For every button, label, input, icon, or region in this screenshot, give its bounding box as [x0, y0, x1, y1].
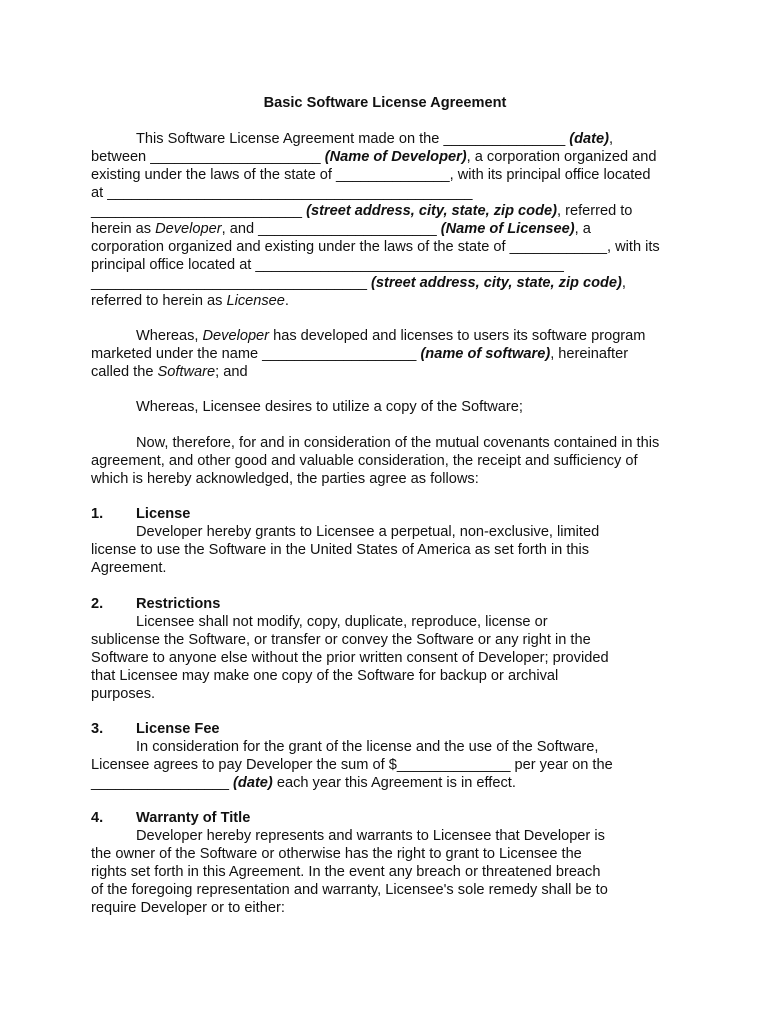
document-title: Basic Software License Agreement: [263, 95, 507, 111]
intro-line-7: corporation organized and existing under the laws of the state of ____________, with its: [91, 239, 660, 255]
section-4-number: 4.: [91, 810, 104, 826]
section-2-line-5: purposes.: [91, 686, 156, 702]
section-2-line-4: that Licensee may make one copy of the Software for backup or archival: [91, 668, 559, 684]
intro-line-1: This Software License Agreement made on the _______________ (date),: [136, 131, 614, 147]
section-1-line-3: Agreement.: [91, 560, 167, 576]
section-3-line-3: _________________ (date) each year this Agreement is in effect.: [91, 775, 516, 791]
section-4-line-3: rights set forth in this Agreement. In the event any breach or threatened breach: [91, 864, 601, 880]
section-1-line-1: Developer hereby grants to Licensee a perpetual, non-exclusive, limited: [136, 524, 600, 540]
section-3-line-2: Licensee agrees to pay Developer the sum of $______________ per year on the: [91, 757, 613, 773]
intro-line-5: __________________________ (street address, city, state, zip code), referred to: [91, 203, 633, 219]
section-2-line-1: Licensee shall not modify, copy, duplicate, reproduce, license or: [136, 614, 548, 630]
section-4-line-2: the owner of the Software or otherwise has the right to grant to Licensee the: [91, 846, 582, 862]
whereas2-line: Whereas, Licensee desires to utilize a copy of the Software;: [136, 399, 523, 415]
section-4-heading: Warranty of Title: [136, 810, 251, 826]
section-2-line-3: Software to anyone else without the prior written consent of Developer; provided: [91, 650, 609, 666]
intro-line-3: existing under the laws of the state of ______________, with its principal office located: [91, 167, 651, 183]
intro-line-2: between _____________________ (Name of Developer), a corporation organized and: [91, 149, 657, 165]
section-4-line-5: require Developer or to either:: [91, 900, 285, 916]
section-4-line-4: of the foregoing representation and warranty, Licensee's sole remedy shall be to: [91, 882, 608, 898]
now-therefore-line-2: agreement, and other good and valuable consideration, the receipt and sufficiency of: [91, 453, 638, 469]
whereas1-line-1: Whereas, Developer has developed and licenses to users its software program: [136, 328, 646, 344]
section-3-number: 3.: [91, 721, 104, 737]
section-1-line-2: license to use the Software in the United States of America as set forth in this: [91, 542, 590, 558]
whereas1-line-3: called the Software; and: [91, 364, 248, 380]
intro-line-10: referred to herein as Licensee.: [91, 293, 289, 309]
section-1-number: 1.: [91, 506, 104, 522]
whereas1-line-2: marketed under the name ___________________ (name of software), hereinafter: [91, 346, 629, 362]
intro-line-4: at _____________________________________________: [91, 185, 473, 201]
section-1-heading: License: [136, 506, 191, 522]
section-4-line-1: Developer hereby represents and warrants to Licensee that Developer is: [136, 828, 605, 844]
now-therefore-line-1: Now, therefore, for and in consideration of the mutual covenants contained in this: [136, 435, 660, 451]
section-3-heading: License Fee: [136, 721, 220, 737]
section-3-line-1: In consideration for the grant of the license and the use of the Software,: [136, 739, 599, 755]
intro-line-9: __________________________________ (street address, city, state, zip code),: [91, 275, 626, 291]
section-2-number: 2.: [91, 596, 104, 612]
section-2-heading: Restrictions: [136, 596, 221, 612]
intro-line-6: herein as Developer, and ______________________ (Name of Licensee), a: [91, 221, 591, 237]
section-2-line-2: sublicense the Software, or transfer or convey the Software or any right in the: [91, 632, 591, 648]
now-therefore-line-3: which is hereby acknowledged, the parties agree as follows:: [91, 471, 479, 487]
intro-line-8: principal office located at ______________________________________: [91, 257, 564, 273]
